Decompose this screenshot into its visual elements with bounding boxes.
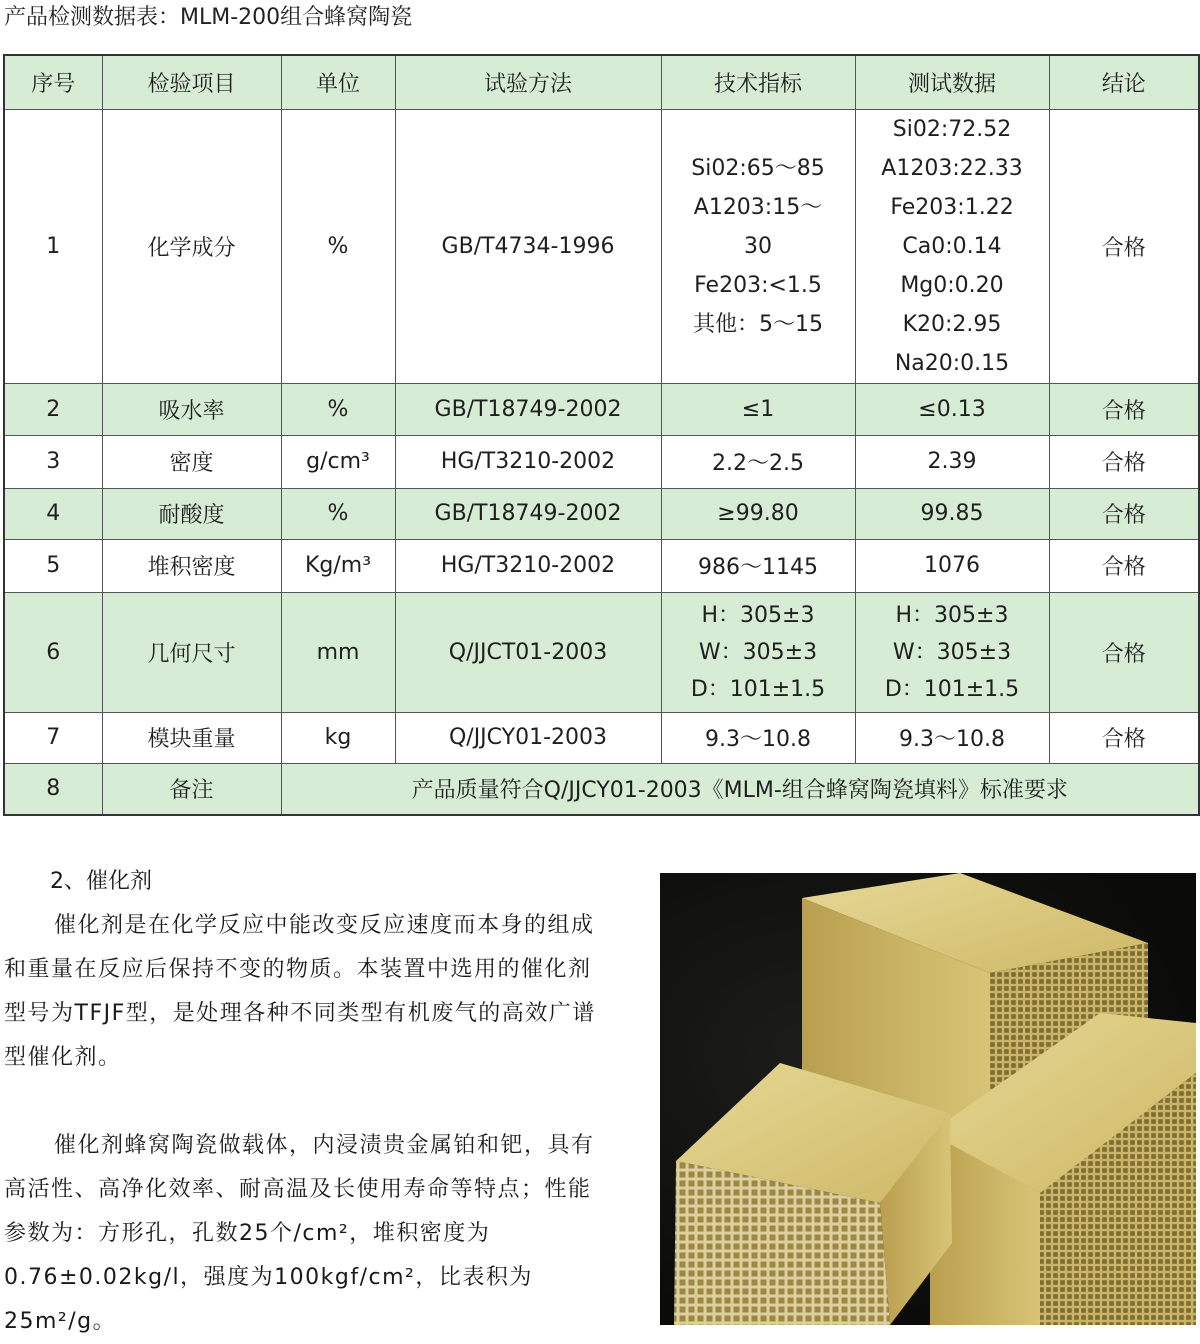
paragraph-1-text: 催化剂是在化学反应中能改变反应速度而本身的组成和重量在反应后保持不变的物质。本装置中选用的催化剂型号为TFJF型，是处理各种不同类型有机废气的高效广谱型催化剂。: [4, 913, 596, 1070]
table-row: [4, 712, 1199, 763]
data-line: A1203:22.33: [881, 155, 1023, 181]
row-spec: [661, 109, 855, 383]
spec-line: 其他：5～15: [693, 311, 823, 337]
row-item: 备注: [102, 763, 281, 815]
data-line: Fe203:1.22: [890, 194, 1014, 220]
row-result: 合格: [1049, 435, 1199, 488]
row-data: ≤0.13: [855, 383, 1049, 435]
table-row: [4, 539, 1199, 592]
data-line: Na20:0.15: [894, 350, 1010, 376]
row-spec: 986～1145: [661, 539, 855, 592]
paragraph-1: [4, 904, 604, 1080]
row-no: 7: [4, 712, 102, 763]
row-no: 2: [4, 383, 102, 435]
row-no: 4: [4, 488, 102, 539]
header-no: 序号: [4, 55, 102, 109]
row-data: 1076: [855, 539, 1049, 592]
table-caption: 产品检测数据表：MLM-200组合蜂窝陶瓷: [4, 5, 413, 30]
row-unit: Kg/m³: [281, 539, 395, 592]
table-row: [4, 488, 1199, 539]
row-method: GB/T18749-2002: [395, 488, 661, 539]
honeycomb-blocks-illustration: [660, 873, 1196, 1325]
row-item: 密度: [102, 435, 281, 488]
table-row: [4, 592, 1199, 712]
row-result: 合格: [1049, 383, 1199, 435]
row-data: [855, 109, 1049, 383]
row-method: GB/T18749-2002: [395, 383, 661, 435]
spec-table: [3, 54, 1200, 816]
row-spec: ≤1: [661, 383, 855, 435]
honeycomb-ceramic-photo: [660, 873, 1196, 1325]
row-item: 化学成分: [102, 109, 281, 383]
header-item: 检验项目: [102, 55, 281, 109]
row-data: [855, 592, 1049, 712]
row-spec: 2.2～2.5: [661, 435, 855, 488]
table-row: [4, 109, 1199, 383]
table-row: [4, 435, 1199, 488]
spec-line: D：101±1.5: [690, 676, 826, 702]
row-item: 吸水率: [102, 383, 281, 435]
data-line: Si02:72.52: [892, 116, 1012, 142]
spec-line: A1203:15～: [693, 194, 823, 220]
row-item: 模块重量: [102, 712, 281, 763]
row-result: 合格: [1049, 592, 1199, 712]
row-method: Q/JJCY01-2003: [395, 712, 661, 763]
row-no: 3: [4, 435, 102, 488]
paragraph-2-text: 催化剂蜂窝陶瓷做载体，内浸渍贵金属铂和钯，具有高活性、高净化效率、耐高温及长使用寿命等特点；性能参数为：方形孔，孔数25个/cm²，堆积密度为0.76±0.02kg/l，强度为100kgf/cm²，比表积为25m²/g。: [4, 1133, 595, 1334]
spec-line: Fe203:<1.5: [694, 272, 822, 298]
row-result: 合格: [1049, 109, 1199, 383]
data-line: Ca0:0.14: [902, 233, 1002, 259]
row-no: 5: [4, 539, 102, 592]
row-unit: mm: [281, 592, 395, 712]
table-note-row: [4, 763, 1199, 815]
spec-line: 30: [744, 233, 772, 259]
spec-line: W：305±3: [698, 639, 818, 665]
row-unit: %: [281, 383, 395, 435]
row-result: 合格: [1049, 712, 1199, 763]
note-text: 产品质量符合Q/JJCY01-2003《MLM-组合蜂窝陶瓷填料》标准要求: [281, 763, 1199, 815]
data-line: H：305±3: [895, 602, 1009, 628]
row-spec: [661, 592, 855, 712]
row-item: 几何尺寸: [102, 592, 281, 712]
row-item: 耐酸度: [102, 488, 281, 539]
table-row: [4, 383, 1199, 435]
row-result: 合格: [1049, 539, 1199, 592]
row-unit: %: [281, 109, 395, 383]
row-item: 堆积密度: [102, 539, 281, 592]
paragraph-2: [4, 1124, 604, 1344]
row-data: 99.85: [855, 488, 1049, 539]
header-unit: 单位: [281, 55, 395, 109]
row-no: 8: [4, 763, 102, 815]
row-unit: kg: [281, 712, 395, 763]
row-unit: %: [281, 488, 395, 539]
data-line: D：101±1.5: [884, 676, 1020, 702]
row-unit: g/cm³: [281, 435, 395, 488]
spec-line: Si02:65～85: [691, 155, 825, 181]
row-method: HG/T3210-2002: [395, 539, 661, 592]
spec-line: H：305±3: [701, 602, 815, 628]
data-line: K20:2.95: [902, 311, 1002, 337]
row-method: Q/JJCT01-2003: [395, 592, 661, 712]
header-data: 测试数据: [855, 55, 1049, 109]
table-header-row: [4, 55, 1199, 109]
row-method: GB/T4734-1996: [395, 109, 661, 383]
row-result: 合格: [1049, 488, 1199, 539]
row-spec: 9.3～10.8: [661, 712, 855, 763]
header-result: 结论: [1049, 55, 1199, 109]
row-data: 9.3～10.8: [855, 712, 1049, 763]
row-no: 1: [4, 109, 102, 383]
header-method: 试验方法: [395, 55, 661, 109]
data-line: Mg0:0.20: [900, 272, 1004, 298]
row-spec: ≥99.80: [661, 488, 855, 539]
header-spec: 技术指标: [661, 55, 855, 109]
row-no: 6: [4, 592, 102, 712]
section-title: 2、催化剂: [50, 869, 152, 894]
row-method: HG/T3210-2002: [395, 435, 661, 488]
data-line: W：305±3: [892, 639, 1012, 665]
row-data: 2.39: [855, 435, 1049, 488]
